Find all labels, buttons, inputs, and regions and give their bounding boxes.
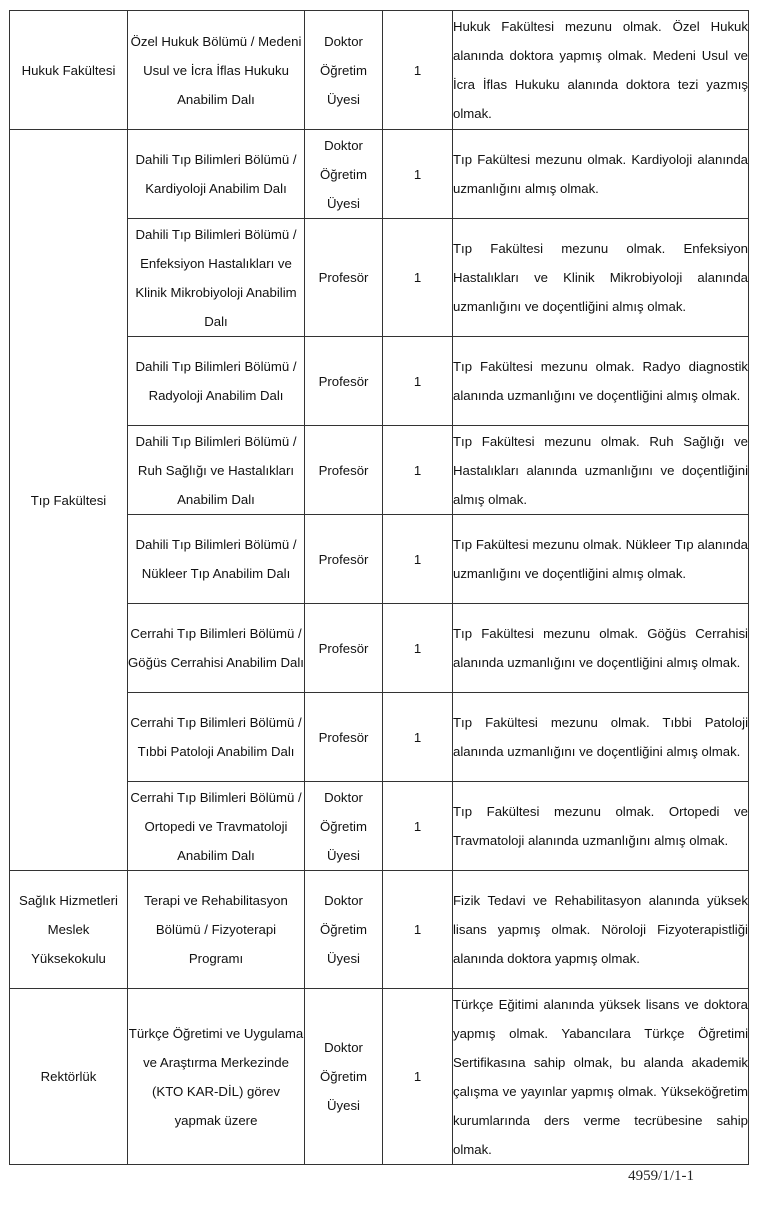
requirement-cell: Fizik Tedavi ve Rehabilitasyon alanında yüksek lisans yapmış olmak. Nöroloji Fizyoterapistliği alanında doktora yapmış olmak.	[453, 871, 749, 989]
count-cell: 1	[383, 871, 453, 989]
table-row	[10, 989, 749, 1165]
requirement-cell: Tıp Fakültesi mezunu olmak. Tıbbi Patoloji alanında uzmanlığını ve doçentliğini almış olmak.	[453, 693, 749, 782]
requirement-cell: Tıp Fakültesi mezunu olmak. Radyo diagnostik alanında uzmanlığını ve doçentliğini almış olmak.	[453, 337, 749, 426]
requirement-cell: Türkçe Eğitimi alanında yüksek lisans ve doktora yapmış olmak. Yabancılara Türkçe Öğretimi Sertifikasına sahip olmak, bu alanda akademik çalışma ve yayınlar yapmış olmak. Yükseköğretim kurumlarında ders verme tecrübesine sahip olmak.	[453, 989, 749, 1165]
count-cell: 1	[383, 782, 453, 871]
count-cell: 1	[383, 604, 453, 693]
count-cell: 1	[383, 11, 453, 130]
title-cell: Doktor Öğretim Üyesi	[305, 130, 383, 219]
count-cell: 1	[383, 219, 453, 337]
count-cell: 1	[383, 426, 453, 515]
department-cell: Dahili Tıp Bilimleri Bölümü / Kardiyoloji Anabilim Dalı	[128, 130, 305, 219]
department-cell: Dahili Tıp Bilimleri Bölümü / Radyoloji Anabilim Dalı	[128, 337, 305, 426]
title-cell: Doktor Öğretim Üyesi	[305, 782, 383, 871]
requirement-cell: Tıp Fakültesi mezunu olmak. Göğüs Cerrahisi alanında uzmanlığını ve doçentliğini almış olmak.	[453, 604, 749, 693]
department-cell: Özel Hukuk Bölümü / Medeni Usul ve İcra İflas Hukuku Anabilim Dalı	[128, 11, 305, 130]
requirement-cell: Tıp Fakültesi mezunu olmak. Nükleer Tıp alanında uzmanlığını ve doçentliğini almış olmak.	[453, 515, 749, 604]
requirement-cell: Tıp Fakültesi mezunu olmak. Enfeksiyon Hastalıkları ve Klinik Mikrobiyoloji alanında uzmanlığını ve doçentliğini almış olmak.	[453, 219, 749, 337]
title-cell: Profesör	[305, 337, 383, 426]
table-row	[10, 871, 749, 989]
department-cell: Dahili Tıp Bilimleri Bölümü / Ruh Sağlığı ve Hastalıkları Anabilim Dalı	[128, 426, 305, 515]
title-cell: Profesör	[305, 219, 383, 337]
title-cell: Profesör	[305, 693, 383, 782]
title-cell: Doktor Öğretim Üyesi	[305, 11, 383, 130]
department-cell: Cerrahi Tıp Bilimleri Bölümü / Tıbbi Patoloji Anabilim Dalı	[128, 693, 305, 782]
requirement-cell: Tıp Fakültesi mezunu olmak. Ortopedi ve Travmatoloji alanında uzmanlığını almış olmak.	[453, 782, 749, 871]
department-cell: Dahili Tıp Bilimleri Bölümü / Enfeksiyon Hastalıkları ve Klinik Mikrobiyoloji Anabilim Dalı	[128, 219, 305, 337]
count-cell: 1	[383, 693, 453, 782]
faculty-cell: Sağlık Hizmetleri Meslek Yüksekokulu	[10, 871, 128, 989]
positions-table	[9, 10, 749, 1165]
title-cell: Profesör	[305, 515, 383, 604]
count-cell: 1	[383, 515, 453, 604]
requirement-cell: Hukuk Fakültesi mezunu olmak. Özel Hukuk alanında doktora yapmış olmak. Medeni Usul ve İcra İflas Hukuku alanında doktora tezi yazmış olmak.	[453, 11, 749, 130]
title-cell: Profesör	[305, 426, 383, 515]
faculty-cell: Rektörlük	[10, 989, 128, 1165]
table-row	[10, 11, 749, 130]
department-cell: Cerrahi Tıp Bilimleri Bölümü / Ortopedi ve Travmatoloji Anabilim Dalı	[128, 782, 305, 871]
document-number: 4959/1/1-1	[628, 1168, 694, 1184]
title-cell: Doktor Öğretim Üyesi	[305, 989, 383, 1165]
count-cell: 1	[383, 989, 453, 1165]
department-cell: Türkçe Öğretimi ve Uygulama ve Araştırma Merkezinde (KTO KAR-DİL) görev yapmak üzere	[128, 989, 305, 1165]
requirement-cell: Tıp Fakültesi mezunu olmak. Ruh Sağlığı ve Hastalıkları alanında uzmanlığını ve doçentliğini almış olmak.	[453, 426, 749, 515]
title-cell: Profesör	[305, 604, 383, 693]
count-cell: 1	[383, 337, 453, 426]
faculty-cell: Tıp Fakültesi	[10, 130, 128, 871]
table-row	[10, 130, 749, 219]
department-cell: Dahili Tıp Bilimleri Bölümü / Nükleer Tıp Anabilim Dalı	[128, 515, 305, 604]
department-cell: Terapi ve Rehabilitasyon Bölümü / Fizyoterapi Programı	[128, 871, 305, 989]
count-cell: 1	[383, 130, 453, 219]
department-cell: Cerrahi Tıp Bilimleri Bölümü / Göğüs Cerrahisi Anabilim Dalı	[128, 604, 305, 693]
faculty-cell: Hukuk Fakültesi	[10, 11, 128, 130]
title-cell: Doktor Öğretim Üyesi	[305, 871, 383, 989]
requirement-cell: Tıp Fakültesi mezunu olmak. Kardiyoloji alanında uzmanlığını almış olmak.	[453, 130, 749, 219]
